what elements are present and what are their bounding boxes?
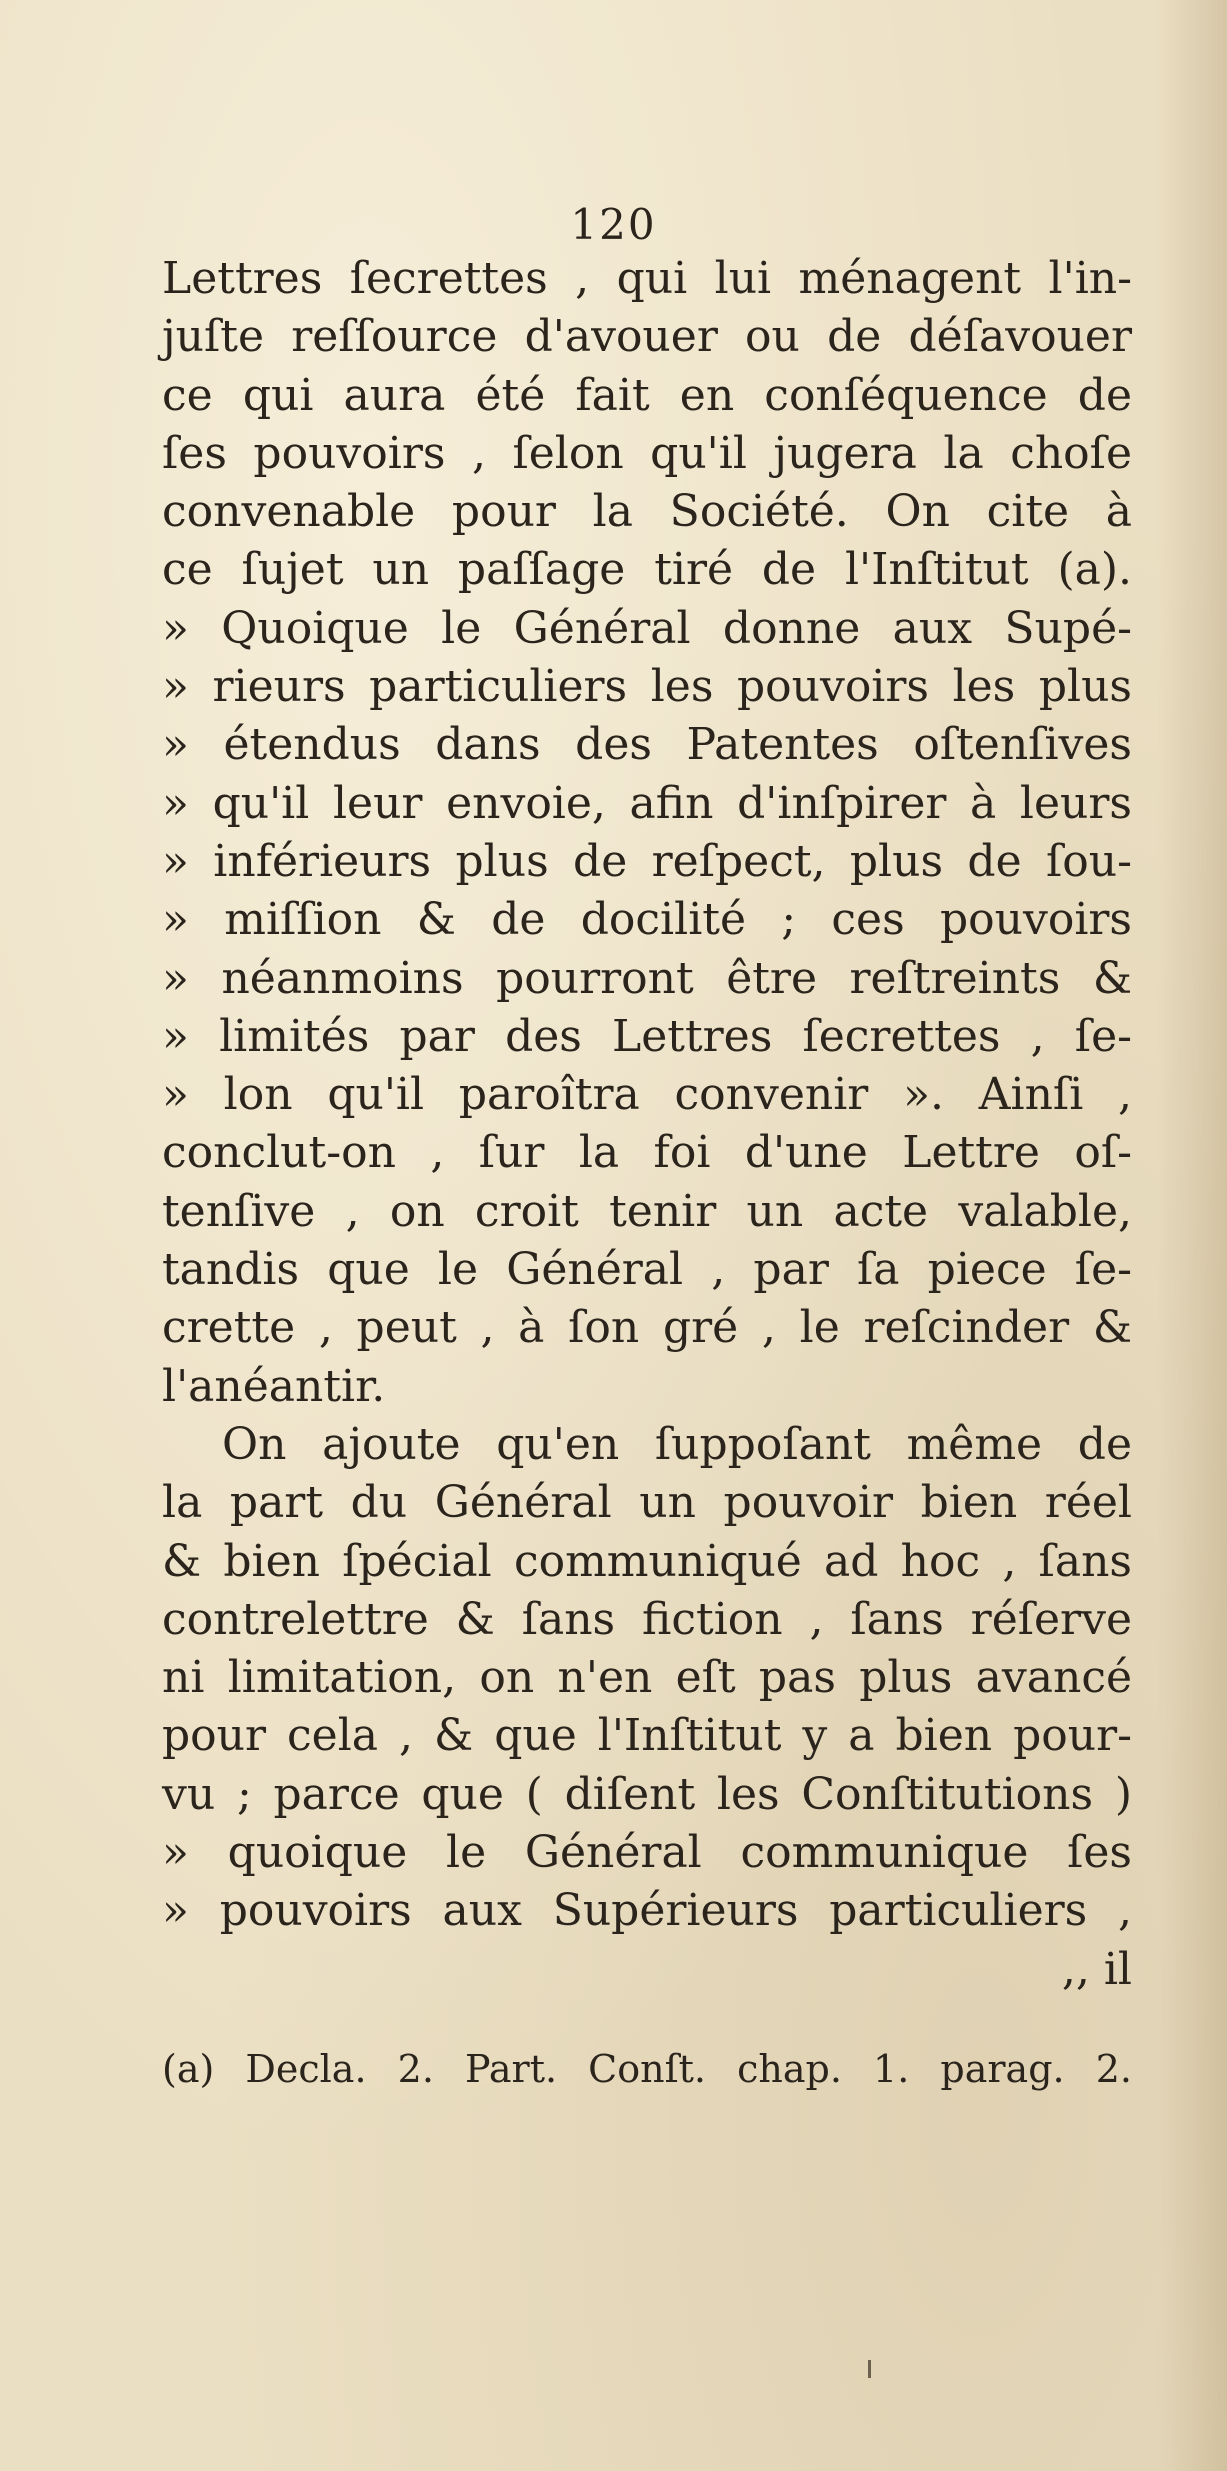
body-text <box>162 250 1132 1999</box>
text-line: convenable pour la Société. On cite à <box>162 486 1132 538</box>
text-line: » pouvoirs aux Supérieurs particuliers , <box>162 1885 1132 1937</box>
text-line: » inférieurs plus de reſpect, plus de ſou- <box>162 835 1132 887</box>
stray-ink-mark <box>868 2360 871 2378</box>
text-line: conclut-on , ſur la foi d'une Lettre oſ- <box>162 1127 1132 1179</box>
text-line: pour cela , & que l'Inſtitut y a bien pour- <box>162 1710 1132 1762</box>
text-line: » rieurs particuliers les pouvoirs les plus <box>162 661 1132 713</box>
text-line: ce ſujet un paſſage tiré de l'Inſtitut (a). <box>162 544 1132 596</box>
text-line: » limités par des Lettres ſecrettes , ſe- <box>162 1010 1132 1062</box>
text-line: » miſſion & de docilité ; ces pouvoirs <box>162 894 1132 946</box>
text-line: » quoique le Général communique ſes <box>162 1827 1132 1879</box>
text-line: » étendus dans des Patentes oſtenſives <box>162 719 1132 771</box>
text-line: » lon qu'il paroîtra convenir ». Ainſi , <box>162 1069 1132 1121</box>
text-line: ce qui aura été fait en conſéquence de <box>162 369 1132 421</box>
text-line: Lettres ſecrettes , qui lui ménagent l'in- <box>162 253 1132 304</box>
text-line: juſte reſſource d'avouer ou de déſavouer <box>162 311 1132 363</box>
catchword: ,, il <box>1061 1943 1132 1995</box>
text-line: On ajoute qu'en ſuppoſant même de <box>222 1418 1132 1470</box>
text-line: la part du Général un pouvoir bien réel <box>162 1477 1132 1529</box>
text-line: » qu'il leur envoie, afin d'inſpirer à leurs <box>162 777 1132 829</box>
text-line: l'anéantir. <box>162 1360 386 1412</box>
text-line: » Quoique le Général donne aux Supé- <box>162 602 1132 654</box>
text-line: ſes pouvoirs , ſelon qu'il jugera la choſe <box>162 427 1132 479</box>
text-line: tandis que le Général , par ſa piece ſe- <box>162 1244 1132 1296</box>
text-line: vu ; parce que ( diſent les Conſtitutions ) <box>162 1768 1132 1820</box>
text-line: crette , peut , à ſon gré , le reſcinder & <box>162 1302 1132 1354</box>
text-line: ni limitation, on n'en eſt pas plus avancé <box>162 1652 1132 1704</box>
page-number: 120 <box>570 200 657 249</box>
text-line: contrelettre & ſans fiction , ſans réſerve <box>162 1593 1132 1645</box>
text-line: & bien ſpécial communiqué ad hoc , ſans <box>162 1535 1132 1587</box>
page-edge-shadow <box>1157 0 1227 2471</box>
text-line: » néanmoins pourront être reſtreints & <box>162 952 1132 1004</box>
footnote: (a) Decla. 2. Part. Conſt. chap. 1. parag. 2. <box>162 2047 1132 2091</box>
text-line: tenſive , on croit tenir un acte valable, <box>162 1185 1132 1237</box>
